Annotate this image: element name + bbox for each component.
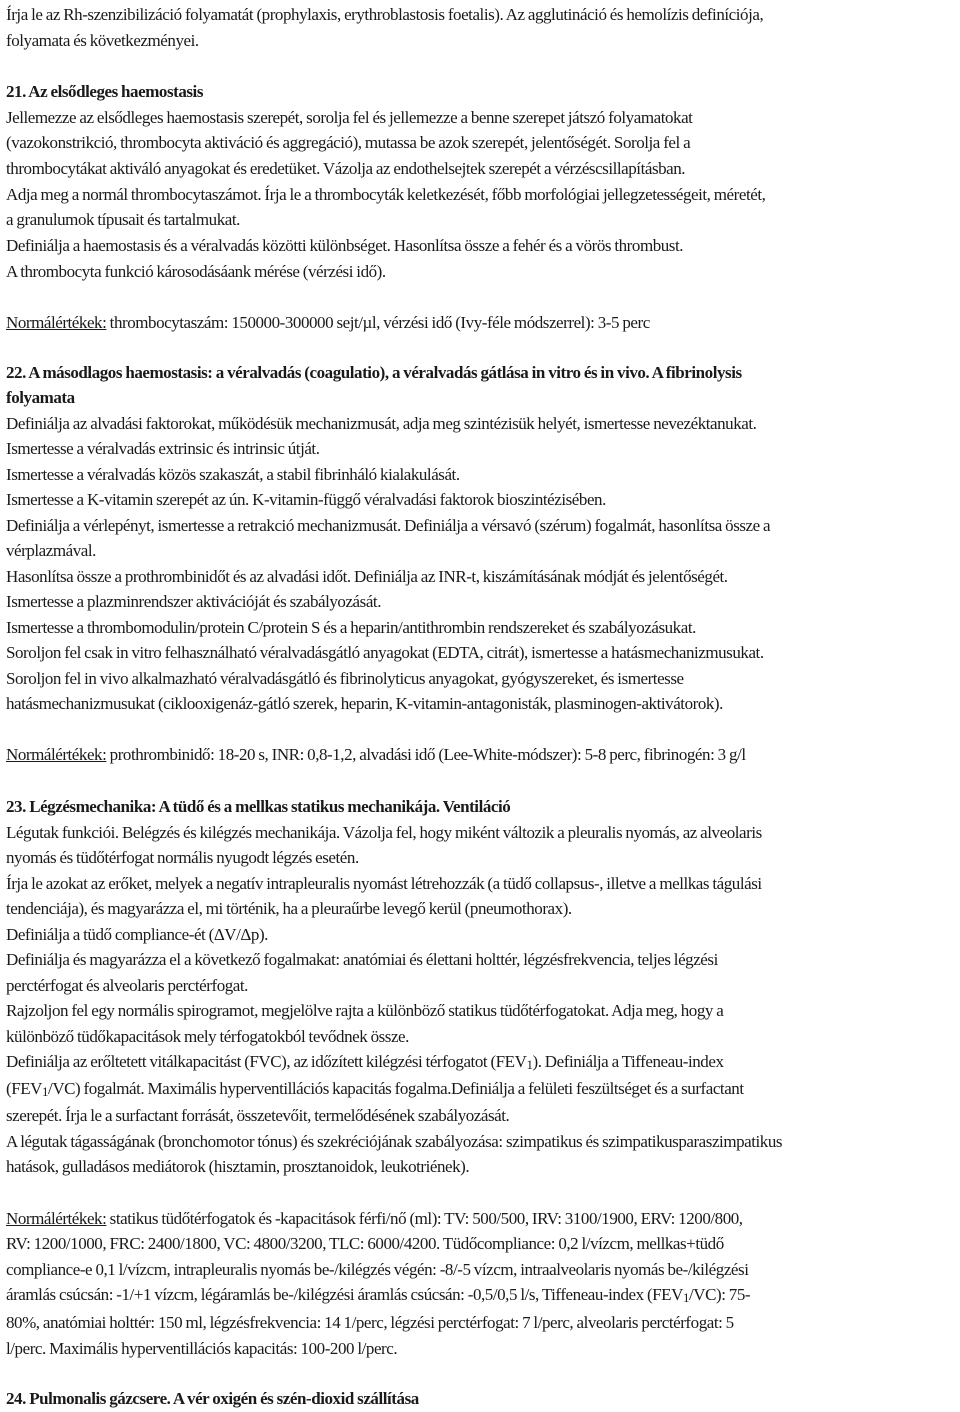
fev-subscript: 1: [526, 1057, 533, 1072]
section-22-line: Definiálja a vérlepényt, ismertesse a retrakció mechanizmusát. Definiálja a vérsavó (szérum) fogalmát, hasonlítsa össze a: [6, 516, 771, 535]
section-23-line: hatások, gulladásos mediátorok (hisztamin, prosztanoidok, leukotriének).: [6, 1157, 470, 1176]
section-22-line: Soroljon fel csak in vitro felhasználható véralvadásgátló anyagokat (EDTA, citrát), ismertesse a hatásmechanizmusukat.: [6, 643, 764, 662]
section-22-line: Ismertesse a thrombomodulin/protein C/protein S és a heparin/antithrombin rendszereket és szabályozásukat.: [6, 618, 696, 637]
section-21-line: A thrombocyta funkció károsodásáank mérése (vérzési idő).: [6, 262, 386, 281]
fev-subscript: 1: [41, 1084, 49, 1099]
normal-values-text: statikus tüdőtérfogatok és -kapacitások férfi/nő (ml): TV: 500/500, IRV: 3100/1900, ERV: 1200/800,: [106, 1209, 743, 1228]
normal-values-label: Normálértékek:: [6, 745, 107, 764]
section-23-line: A légutak tágasságának (bronchomotor tónus) és szekréciójának szabályozása: szimpatikus és szimpatikusparaszimpatikus: [6, 1132, 783, 1151]
section-22-line: Soroljon fel in vivo alkalmazható véralvadásgátló és fibrinolyticus anyagokat, gyógyszereket, és ismertesse: [6, 669, 684, 688]
intro-line-1: Írja le az Rh-szenzibilizáció folyamatát (prophylaxis, erythroblastosis foetalis). Az agglutináció és hemolízis definíciója,: [6, 5, 764, 24]
section-23-title: 23. Légzésmechanika: A tüdő és a mellkas statikus mechanikája. Ventiláció: [6, 797, 511, 816]
normal-values-text: áramlás csúcsán: -1/+1 vízcm, légáramlás be-/kilégzési áramlás csúcsán: -0,5/0,5 l/s, Tiffeneau-index (FEV: [6, 1285, 683, 1304]
section-21-title: 21. Az elsődleges haemostasis: [6, 82, 203, 101]
section-22-line: hatásmechanizmusukat (ciklooxigenáz-gátló szerek, heparin, K-vitamin-antagonisták, plasminogen-aktivátorok).: [6, 694, 723, 713]
section-21-line: Jellemezze az elsődleges haemostasis szerepét, sorolja fel és jellemezze a benne szerepet játszó folyamatokat: [6, 108, 693, 127]
section-23-normal-values-cont: l/perc. Maximális hyperventillációs kapacitás: 100-200 l/perc.: [6, 1339, 398, 1358]
fev-text: (FEV: [6, 1079, 42, 1098]
normal-values-label: Normálértékek:: [6, 313, 107, 332]
intro-line-2: folyamata és következményei.: [6, 31, 199, 50]
section-22-line: Hasonlítsa össze a prothrombinidőt és az alvadási időt. Definiálja az INR-t, kiszámításának módját és jelentőségét.: [6, 567, 728, 586]
fev-text-end: /VC) fogalmát. Maximális hyperventillációs kapacitás fogalma.Definiálja a felületi feszültséget és a surfactant: [48, 1079, 744, 1098]
normal-values-text: prothrombinidő: 18-20 s, INR: 0,8-1,2, alvadási idő (Lee-White-módszer): 5-8 perc, fibrinogén: 3 g/l: [106, 745, 746, 764]
section-23-normal-values-cont: compliance-e 0,1 l/vízcm, intrapleuralis nyomás be-/kilégzés végén: -8/-5 vízcm, intraalveolaris nyomás be-/kilégzési: [6, 1260, 749, 1279]
section-22-line: Definiálja az alvadási faktorokat, működésük mechanizmusát, adja meg szintézisük helyét, ismertesse nevezéktanukat.: [6, 414, 757, 433]
section-22-line: Ismertesse a K-vitamin szerepét az ún. K-vitamin-függő véralvadási faktorok bioszintézisében.: [6, 490, 606, 509]
normal-values-text: thrombocytaszám: 150000-300000 sejt/µl, vérzési idő (Ivy-féle módszerrel): 3-5 perc: [106, 313, 650, 332]
section-21-line: Adja meg a normál thrombocytaszámot. Írja le a thrombocyták keletkezését, főbb morfológiai jellegzetességeit, méretét,: [6, 185, 766, 204]
section-23-line: Definiálja a tüdő compliance-ét (ΔV/Δp).: [6, 925, 268, 944]
section-22-line: Ismertesse a plazminrendszer aktivációját és szabályozását.: [6, 592, 381, 611]
section-22-line: vérplazmával.: [6, 541, 96, 560]
section-23-normal-values-cont: [6, 1283, 750, 1310]
section-22-line: Ismertesse a véralvadás közös szakaszát, a stabil fibrinháló kialakulását.: [6, 465, 460, 484]
section-24-title: 24. Pulmonalis gázcsere. A vér oxigén és szén-dioxid szállítása: [6, 1389, 419, 1408]
section-22-line: Ismertesse a véralvadás extrinsic és intrinsic útját.: [6, 439, 320, 458]
section-23-line: perctérfogat és alveolaris perctérfogat.: [6, 976, 248, 995]
section-22-normal-values: [6, 743, 746, 767]
section-21-normal-values: [6, 311, 650, 335]
section-23-normal-values-cont: 80%, anatómiai holttér: 150 ml, légzésfrekvencia: 14 1/perc, légzési perctérfogat: 7 l/perc, alveolaris perctérfogat: 5: [6, 1313, 734, 1332]
section-21-line: (vazokonstrikció, thrombocyta aktiváció és aggregáció), mutassa be azok szerepét, jelentőségét. Sorolja fel a: [6, 133, 691, 152]
section-23-fev-line: [6, 1050, 724, 1077]
section-23-line: szerepét. Írja le a surfactant forrását, összetevőit, termelődésének szabályozását.: [6, 1106, 510, 1125]
section-23-line: Definiálja és magyarázza el a következő fogalmakat: anatómiai és élettani holttér, légzésfrekvencia, teljes légzési: [6, 950, 718, 969]
section-21-line: Definiálja a haemostasis és a véralvadás közötti különbséget. Hasonlítsa össze a fehér és a vörös thrombust.: [6, 236, 684, 255]
section-23-line: nyomás és tüdőtérfogat normális nyugodt légzés esetén.: [6, 848, 359, 867]
normal-values-text-end: /VC): 75-: [689, 1285, 751, 1304]
section-21-line: a granulumok típusait és tartalmukat.: [6, 210, 240, 229]
section-23-line: különböző tüdőkapacitások mely térfogatokból tevődnek össze.: [6, 1027, 409, 1046]
section-22-title: 22. A másodlagos haemostasis: a véralvadás (coagulatio), a véralvadás gátlása in vitro és in vivo. A fibrinolysis: [6, 363, 742, 382]
section-23-line: tendenciája), és magyarázza el, mi történik, ha a pleuraűrbe levegő kerül (pneumothorax).: [6, 899, 572, 918]
section-23-normal-values: [6, 1207, 743, 1231]
normal-values-label: Normálértékek:: [6, 1209, 107, 1228]
fev-subscript: 1: [682, 1290, 690, 1305]
section-21-line: thrombocytákat aktiváló anyagokat és eredetüket. Vázolja az endothelsejtek szerepét a vérzéscsillapításban.: [6, 159, 686, 178]
fev-text-end: ). Definiálja a Tiffeneau-index: [532, 1052, 724, 1071]
fev-text: Definiálja az erőltetett vitálkapacitást (FVC), az időzített kilégzési térfogatot (FEV: [6, 1052, 527, 1071]
section-23-line: Rajzoljon fel egy normális spirogramot, megjelölve rajta a különböző statikus tüdőtérfogatokat. Adja meg, hogy a: [6, 1001, 724, 1020]
section-23-fev-line: [6, 1077, 744, 1104]
section-23-line: Légutak funkciói. Belégzés és kilégzés mechanikája. Vázolja fel, hogy miként változik a pleuralis nyomás, az alveolaris: [6, 823, 762, 842]
section-23-normal-values-cont: RV: 1200/1000, FRC: 2400/1800, VC: 4800/3200, TLC: 6000/4200. Tüdőcompliance: 0,2 l/vízcm, mellkas+tüdő: [6, 1234, 724, 1253]
section-23-line: Írja le azokat az erőket, melyek a negatív intrapleuralis nyomást létrehozzák (a tüdő collapsus-, illetve a mellkas tágulási: [6, 874, 762, 893]
section-22-title-cont: folyamata: [6, 388, 75, 407]
